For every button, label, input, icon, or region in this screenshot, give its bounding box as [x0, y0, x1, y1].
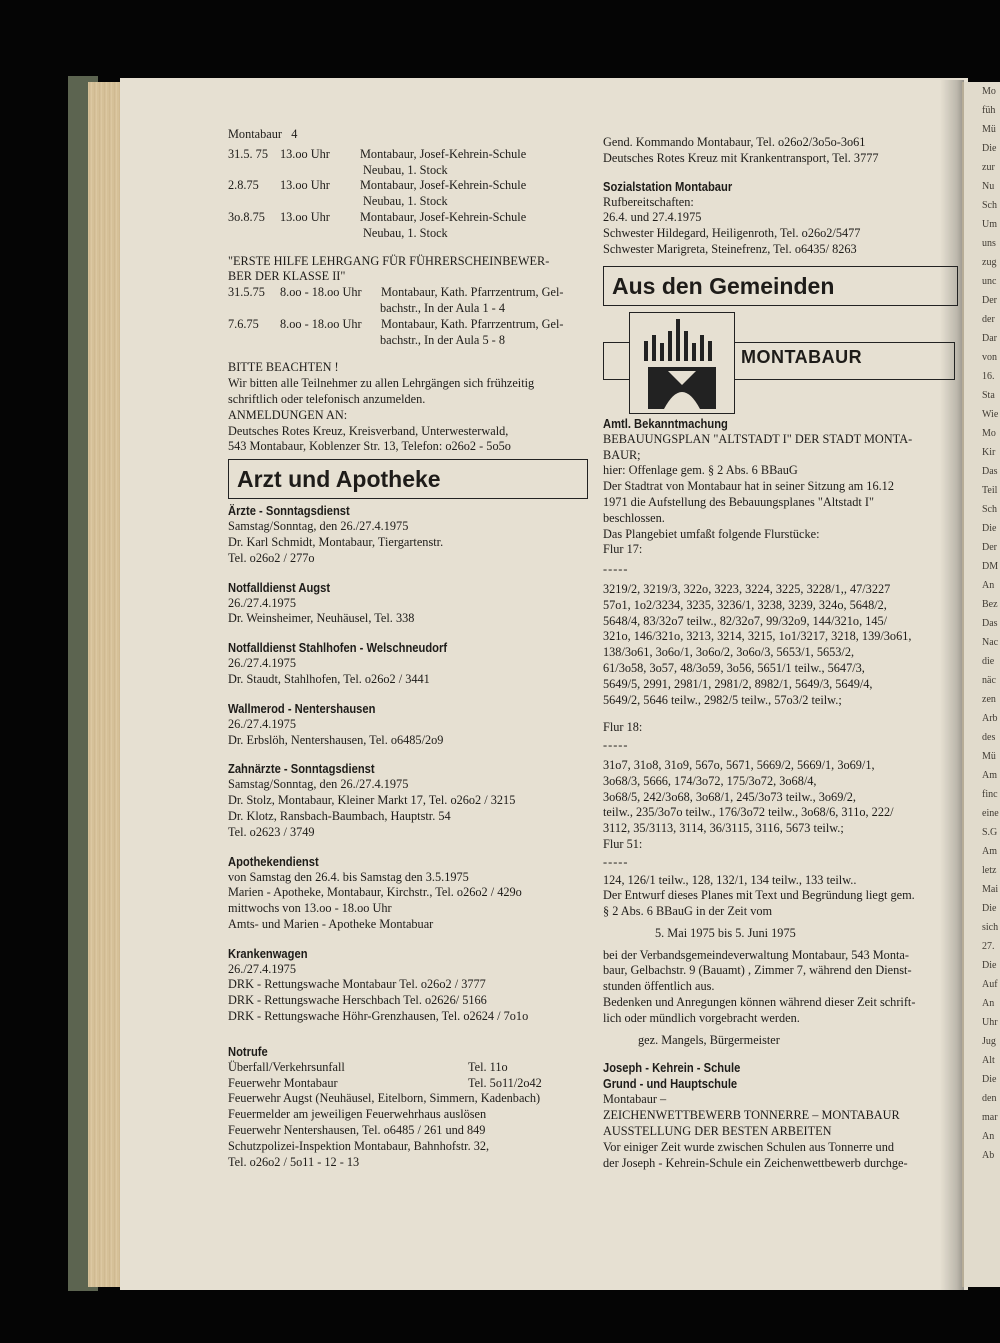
- next-page-fragment: An: [982, 580, 995, 591]
- amtl-line: BEBAUUNGSPLAN "ALTSTADT I" DER STADT MONTA-: [603, 431, 913, 446]
- next-page-fragment: Mai: [982, 884, 999, 895]
- next-page-fragment: Dar: [982, 333, 997, 344]
- next-page-fragment: Die: [982, 960, 997, 971]
- next-page-fragment: Arb: [982, 713, 998, 724]
- next-page-fragment: füh: [982, 105, 996, 116]
- parcel-line: 5648/4, 83/32o7 teilw., 82/32o7, 99/32o9, 144/321o, 145/: [603, 613, 888, 628]
- block-line: Dr. Stolz, Montabaur, Kleiner Markt 17, Tel. o26o2 / 3215: [228, 793, 516, 808]
- next-page-fragment: Teil: [982, 485, 998, 496]
- municipality-logo: [603, 312, 958, 412]
- school-heading: Joseph - Kehrein - Schule: [603, 1060, 741, 1076]
- right-column: [603, 135, 958, 1171]
- next-page-fragment: Wie: [982, 409, 999, 420]
- schedule-row: 3o.8.75 13.oo Uhr Montabaur, Josef-Kehrein-Schule Neubau, 1. Stock: [228, 209, 527, 240]
- next-page-fragment: Nac: [982, 637, 999, 648]
- amtl-line: 1971 die Aufstellung des Bebauungsplanes "Altstadt I": [603, 494, 874, 509]
- amtl-line: beschlossen.: [603, 510, 665, 525]
- block-line: Dr. Erbslöh, Nentershausen, Tel. o6485/2o9: [228, 732, 444, 747]
- next-page-fragment: An: [982, 998, 995, 1009]
- next-page-fragment: Mo: [982, 428, 996, 439]
- block-line: Samstag/Sonntag, den 26./27.4.1975: [228, 777, 409, 792]
- objection-line: lich oder mündlich vorgebracht werden.: [603, 1010, 800, 1025]
- notrufe-line: Feuerwehr Nentershausen, Tel. o6485 / 261 und 849: [228, 1123, 486, 1138]
- next-page-fragment: zug: [982, 257, 997, 268]
- next-page-fragment: sich: [982, 922, 999, 933]
- next-page-fragment: Mü: [982, 751, 996, 762]
- course-title: "ERSTE HILFE LEHRGANG FÜR FÜHRERSCHEINBEWER-: [228, 253, 550, 268]
- amtl-lines: [603, 432, 958, 558]
- parcel-line: teilw., 235/3o7o teilw., 176/3o72 teilw., 3o68/6, 311o, 222/: [603, 805, 894, 820]
- next-page-fragment: Nu: [982, 181, 995, 192]
- next-page-fragment: Um: [982, 219, 997, 230]
- block-line: Dr. Karl Schmidt, Montabaur, Tiergartenstr.: [228, 534, 444, 549]
- notrufe-line: Schutzpolizei-Inspektion Montabaur, Bahnhofstr. 32,: [228, 1138, 490, 1153]
- amtl-heading: Amtl. Bekanntmachung: [603, 415, 728, 431]
- next-page-edge: [962, 82, 1000, 1287]
- service-block: [228, 640, 588, 688]
- schedule-row: 31.5. 75 13.oo Uhr Montabaur, Josef-Kehrein-Schule Neubau, 1. Stock: [228, 146, 527, 177]
- contact-line: Gend. Kommando Montabaur, Tel. o26o2/3o5o-3o61: [603, 135, 866, 149]
- contact-line: Deutsches Rotes Kreuz mit Krankentransport, Tel. 3777: [603, 150, 879, 165]
- parcel-line: 3112, 35/3113, 3114, 36/3115, 3116, 5673 teilw.;: [603, 821, 844, 836]
- amtl-line: Flur 17:: [603, 542, 643, 557]
- next-page-fragment: 27.: [982, 941, 995, 952]
- block-line: Dr. Staudt, Stahlhofen, Tel. o26o2 / 3441: [228, 671, 430, 686]
- next-page-fragment: Alt: [982, 1055, 995, 1066]
- next-page-fragment: zen: [982, 694, 996, 705]
- objection-line: bei der Verbandsgemeindeverwaltung Montabaur, 543 Monta-: [603, 947, 909, 962]
- flur51-list: [603, 873, 958, 920]
- block-heading: Zahnärzte - Sonntagsdienst: [228, 761, 375, 777]
- block-line: Tel. o26o2 / 277o: [228, 550, 315, 565]
- dash-separator: -----: [603, 562, 629, 577]
- next-page-fragment: Der: [982, 542, 997, 553]
- parcel-line: 124, 126/1 teilw., 128, 132/1, 134 teilw., 133 teilw..: [603, 872, 857, 887]
- coat-of-arms-icon: [629, 312, 735, 414]
- school-line: der Joseph - Kehrein-Schule ein Zeichenwettbewerb durchge-: [603, 1155, 908, 1170]
- display-period: 5. Mai 1975 bis 5. Juni 1975: [655, 925, 796, 940]
- next-page-fragment: unc: [982, 276, 997, 287]
- next-page-fragment: 16.: [982, 371, 995, 382]
- sozial-line: Schwester Hildegard, Heiligenroth, Tel. o26o2/5477: [603, 226, 861, 241]
- sozial-line: Rufbereitschaften:: [603, 194, 694, 209]
- service-block: [228, 946, 588, 1025]
- service-block: [228, 701, 588, 749]
- block-line: Dr. Weinsheimer, Neuhäusel, Tel. 338: [228, 611, 415, 626]
- next-page-fragment: An: [982, 1131, 995, 1142]
- parcel-line: 3219/2, 3219/3, 322o, 3223, 3224, 3225, 3228/1,, 47/3227: [603, 581, 891, 596]
- school-line: ZEICHENWETTBEWERB TONNERRE – MONTABAUR: [603, 1108, 900, 1123]
- block-heading: Krankenwagen: [228, 945, 308, 961]
- block-heading: Notfalldienst Stahlhofen - Welschneudorf: [228, 640, 448, 656]
- amtl-line: BAUR;: [603, 447, 641, 462]
- parcel-line: 321o, 146/321o, 3213, 3214, 3215, 1o1/3217, 3218, 139/3o61,: [603, 629, 912, 644]
- next-page-fragment: näc: [982, 675, 996, 686]
- notrufe-lines: [228, 1091, 588, 1170]
- registration-notice: [228, 360, 588, 455]
- schedule-row: 7.6.75 8.oo - 18.oo Uhr Montabaur, Kath. Pfarrzentrum, Gel- bachstr., In der Aula 5 - 8: [228, 316, 564, 347]
- flur18-label: Flur 18:: [603, 720, 643, 735]
- notrufe-heading: Notrufe: [228, 1043, 268, 1059]
- next-page-fragment: letz: [982, 865, 997, 876]
- next-page-fragment: Die: [982, 903, 997, 914]
- amtl-line: hier: Offenlage gem. § 2 Abs. 6 BBauG: [603, 463, 798, 478]
- block-line: 26./27.4.1975: [228, 656, 296, 671]
- emergency-row: Überfall/Verkehrsunfall Tel. 11o: [228, 1059, 508, 1074]
- service-block: [228, 761, 588, 840]
- block-line: Marien - Apotheke, Montabaur, Kirchstr., Tel. o26o2 / 429o: [228, 885, 522, 900]
- signature: gez. Mangels, Bürgermeister: [638, 1032, 780, 1047]
- schedule-2: [228, 285, 588, 348]
- next-page-fragment: Auf: [982, 979, 998, 990]
- next-page-fragment: Das: [982, 618, 998, 629]
- parcel-line: 5649/5, 2991, 2981/1, 2981/2, 8982/1, 5649/3, 5649/4,: [603, 676, 873, 691]
- service-block: [228, 854, 588, 933]
- notrufe-line: Feuermelder am jeweiligen Feuerwehrhaus auslösen: [228, 1107, 487, 1122]
- next-page-fragment: finc: [982, 789, 998, 800]
- parcel-line: 3o68/5, 242/3o68, 3o68/1, 245/3o73 teilw., 3o69/2,: [603, 789, 856, 804]
- next-page-fragment: Die: [982, 523, 997, 534]
- schedule-1: [228, 147, 588, 242]
- notrufe-line: Feuerwehr Augst (Neuhäusel, Eitelborn, Simmern, Kadenbach): [228, 1091, 541, 1106]
- next-page-fragment: den: [982, 1093, 997, 1104]
- notice-line: BITTE BEACHTEN !: [228, 360, 339, 375]
- school-lines: [603, 1092, 958, 1171]
- next-page-fragment: Kir: [982, 447, 996, 458]
- parcel-line: 61/3o58, 3o57, 48/3o59, 3o56, 5651/1 teilw., 5647/3,: [603, 660, 865, 675]
- objection-lines: [603, 948, 958, 1027]
- schedule-row: 2.8.75 13.oo Uhr Montabaur, Josef-Kehrein-Schule Neubau, 1. Stock: [228, 178, 527, 209]
- block-line: Dr. Klotz, Ransbach-Baumbach, Hauptstr. 54: [228, 808, 451, 823]
- block-line: 26./27.4.1975: [228, 961, 296, 976]
- block-line: DRK - Rettungswache Montabaur Tel. o26o2 / 3777: [228, 977, 486, 992]
- objection-line: Bedenken und Anregungen können während dieser Zeit schrift-: [603, 995, 916, 1010]
- next-page-fragment: der: [982, 314, 995, 325]
- schedule-row: 31.5.75 8.oo - 18.oo Uhr Montabaur, Kath. Pfarrzentrum, Gel- bachstr., In der Aula 1 - 4: [228, 285, 564, 315]
- running-head: Montabaur 4: [228, 127, 298, 141]
- next-page-fragment: Am: [982, 770, 997, 781]
- emergency-row: Feuerwehr Montabaur Tel. 5o11/2o42: [228, 1075, 542, 1090]
- dash-separator: -----: [603, 738, 629, 753]
- next-page-fragment: Bez: [982, 599, 998, 610]
- sozial-line: 26.4. und 27.4.1975: [603, 210, 702, 225]
- flur17-list: [603, 582, 958, 708]
- next-page-fragment: Der: [982, 295, 997, 306]
- next-page-fragment: die: [982, 656, 995, 667]
- sozialstation-heading: Sozialstation Montabaur: [603, 178, 733, 194]
- left-column: Montabaur 4 31.5. 75 13.oo Uhr Montabaur, Josef-Kehrein-Schule Neubau, 1. Stock 2.8.75 13.oo Uhr Montabaur, Josef-Kehrein-Schule Neubau, 1. Stock 3o.8.75 13.oo Uhr Montabaur, Josef-Kehrein-Schule Neubau, 1. Stock "ERSTE HILFE LEHRGANG FÜR FÜHRERSCHEINBEWER- BER DER KLASSE II" 31.5.75 8.oo - 18.oo Uhr Montabaur, Kath. Pfarrzentrum, Gel- bachstr., In der Aula 1 - 4 7.6.75 8.oo - 18.oo Uhr Montabaur, Kath. Pfarrzentrum, Gel- bachstr., In der Aula 5 - 8 BITTE BEACHTEN ! Wir bitten alle Teilnehmer zu allen Lehrgängen sich frühzeitig schriftlich oder telefonisch anzumelden. ANMELDUNGEN AN: Deutsches Rotes Kreuz, Kreisverband, Unterwesterwald, 543 Montabaur, Koblenzer Str. 13, Telefon: o26o2 - 5o5o Arzt und Apotheke Ärzte - Sonntagsdienst Samstag/Sonntag, den 26./27.4.1975 Dr. Karl Schmidt, Montabaur, Tiergartenstr. Tel. o26o2 / 277o Notfalldienst Augst 26./27.4.1975 Dr. Weinsheimer, Neuhäusel, Tel. 338 Notfalldienst Stahlhofen - Welschneudorf 26./27.4.1975 Dr. Staudt, Stahlhofen, Tel. o26o2 / 3441 Wallmerod - Nentershausen 26./27.4.1975 Dr. Erbslöh, Nentershausen, Tel. o6485/2o9 Zahnärzte - Sonntagsdienst Samstag/Sonntag, den 26./27.4.1975 Dr. Stolz, Montabaur, Kleiner Markt 17, Tel. o26o2 / 3215 Dr. Klotz, Ransbach-Baumbach, Hauptstr. 54 Tel. o2623 / 3749 Apothekendienst von Samstag den 26.4. bis Samstag den 3.5.1975 Marien - Apotheke, Montabaur, Kirchstr., Tel. o26o2 / 429o mittwochs von 13.oo - 18.oo Uhr Amts- und Marien - Apotheke Montabuar Krankenwagen 26./27.4.1975 DRK - Rettungswache Montabaur Tel. o26o2 / 3777 DRK - Rettungswache Herschbach Tel. o2626/ 5166 DRK - Rettungswache Höhr-Grenzhausen, Tel. o2624 / 7o1o Notrufe Überfall/Verkehrsunfall Tel. 11o Feuerwehr Montabaur Tel. 5o11/2o42 Feuerwehr Augst (Neuhäusel, Eitelborn, Simmern, Kadenbach) Feuermelder am jeweiligen Feuerwehrhaus auslösen Feuerwehr Nentershausen, Tel. o6485 / 261 und 849 Schutzpolizei-Inspektion Montabaur, Bahnhofstr. 32, Tel. o26o2 / 5o11 - 12 - 13: [228, 127, 588, 1170]
- parcel-line: 5649/2, 5646 teilw., 2982/5 teilw., 57o3/2 teilw.;: [603, 692, 842, 707]
- dash-separator: -----: [603, 854, 629, 869]
- parcel-line: 31o7, 31o8, 31o9, 567o, 5671, 5669/2, 5669/1, 3o69/1,: [603, 757, 875, 772]
- flur51-label: Flur 51:: [603, 836, 643, 851]
- next-page-fragment: Mo: [982, 86, 996, 97]
- school-line: Vor einiger Zeit wurde zwischen Schulen aus Tonnerre und: [603, 1139, 894, 1154]
- block-heading: Apothekendienst: [228, 853, 319, 869]
- next-page-fragment: Mü: [982, 124, 996, 135]
- block-heading: Ärzte - Sonntagsdienst: [228, 503, 350, 519]
- notice-line: Wir bitten alle Teilnehmer zu allen Lehrgängen sich frühzeitig: [228, 376, 535, 391]
- service-block: [228, 503, 588, 566]
- next-page-fragment: eine: [982, 808, 999, 819]
- block-line: Tel. o2623 / 3749: [228, 824, 315, 839]
- next-page-fragment: von: [982, 352, 997, 363]
- police-contacts: [603, 135, 958, 167]
- parcel-line: 57o1, 1o2/3234, 3235, 3236/1, 3238, 3239, 324o, 5648/2,: [603, 597, 887, 612]
- block-line: 26./27.4.1975: [228, 595, 296, 610]
- flur18-list: [603, 758, 958, 837]
- service-blocks: [228, 503, 588, 1025]
- block-line: mittwochs von 13.oo - 18.oo Uhr: [228, 901, 392, 916]
- next-page-fragment: Sta: [982, 390, 995, 401]
- block-line: Amts- und Marien - Apotheke Montabuar: [228, 916, 434, 931]
- logo-town-name: MONTABAUR: [741, 346, 863, 367]
- parcel-line: 3o68/3, 5666, 174/3o72, 175/3o72, 3o68/4,: [603, 773, 817, 788]
- next-page-fragment: Ab: [982, 1150, 995, 1161]
- section-title-arzt: Arzt und Apotheke: [228, 459, 588, 499]
- next-page-fragment: S.G: [982, 827, 998, 838]
- sozial-line: Schwester Marigreta, Steinefrenz, Tel. o6435/ 8263: [603, 241, 857, 256]
- next-page-fragment: Sch: [982, 504, 997, 515]
- notrufe-line: Tel. o26o2 / 5o11 - 12 - 13: [228, 1154, 360, 1169]
- next-page-fragment: Jug: [982, 1036, 996, 1047]
- service-block: [228, 580, 588, 628]
- next-page-fragment: Uhr: [982, 1017, 998, 1028]
- parcel-line: Der Entwurf dieses Planes mit Text und Begründung liegt gem.: [603, 888, 915, 903]
- next-page-fragment: Am: [982, 846, 997, 857]
- block-heading: Wallmerod - Nentershausen: [228, 700, 376, 716]
- block-line: Samstag/Sonntag, den 26./27.4.1975: [228, 519, 409, 534]
- next-page-fragment: DM: [982, 561, 999, 572]
- section-title-gemeinden: Aus den Gemeinden: [603, 266, 958, 306]
- next-page-fragment: des: [982, 732, 996, 743]
- block-heading: Notfalldienst Augst: [228, 579, 331, 595]
- page-number: 4: [291, 127, 298, 141]
- next-page-fragment: zur: [982, 162, 995, 173]
- amtl-line: Das Plangebiet umfaßt folgende Flurstücke:: [603, 526, 820, 541]
- next-page-fragment: mar: [982, 1112, 998, 1123]
- next-page-fragment: Sch: [982, 200, 997, 211]
- next-page-fragment: Die: [982, 143, 997, 154]
- parcel-line: § 2 Abs. 6 BBauG in der Zeit vom: [603, 904, 773, 919]
- next-page-fragment: uns: [982, 238, 996, 249]
- block-line: DRK - Rettungswache Höhr-Grenzhausen, Tel. o2624 / 7o1o: [228, 1009, 529, 1024]
- block-line: DRK - Rettungswache Herschbach Tel. o2626/ 5166: [228, 993, 487, 1008]
- notice-line: 543 Montabaur, Koblenzer Str. 13, Telefon: o26o2 - 5o5o: [228, 439, 511, 454]
- block-line: 26./27.4.1975: [228, 716, 296, 731]
- objection-line: baur, Gelbachstr. 9 (Bauamt) , Zimmer 7, während den Dienst-: [603, 963, 912, 978]
- notice-line: schriftlich oder telefonisch anzumelden.: [228, 391, 426, 406]
- notice-line: Deutsches Rotes Kreuz, Kreisverband, Unterwesterwald,: [228, 423, 509, 438]
- next-page-fragment: Das: [982, 466, 998, 477]
- notice-line: ANMELDUNGEN AN:: [228, 407, 348, 422]
- school-subheading: Grund - und Hauptschule: [603, 1076, 738, 1092]
- school-line: Montabaur –: [603, 1092, 667, 1107]
- block-line: von Samstag den 26.4. bis Samstag den 3.5.1975: [228, 869, 469, 884]
- next-page-fragment: Die: [982, 1074, 997, 1085]
- amtl-line: Der Stadtrat von Montabaur hat in seiner Sitzung am 16.12: [603, 479, 894, 494]
- school-line: AUSSTELLUNG DER BESTEN ARBEITEN: [603, 1124, 832, 1139]
- parcel-line: 138/3o61, 3o6o/1, 3o6o/2, 3o6o/3, 5653/1, 5653/2,: [603, 645, 855, 660]
- sozialstation-lines: [603, 195, 958, 258]
- objection-line: stunden öffentlich aus.: [603, 979, 715, 994]
